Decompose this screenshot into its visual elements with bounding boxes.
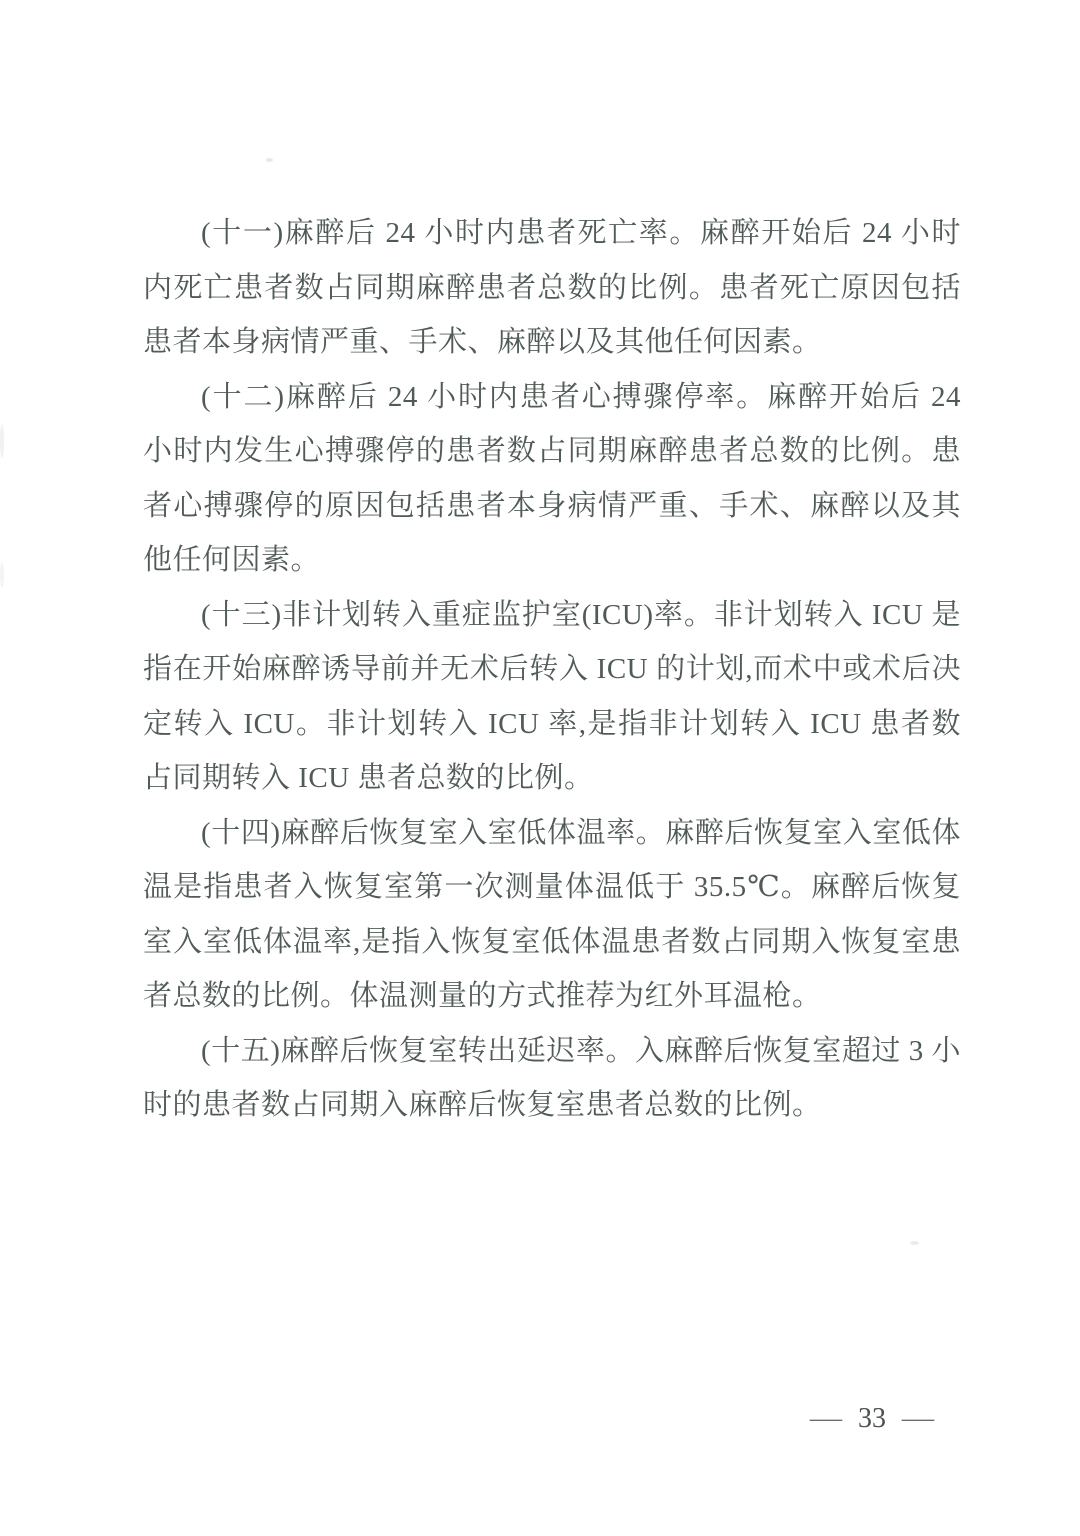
scan-artifact (910, 1241, 919, 1245)
paragraph-item-14: (十四)麻醉后恢复室入室低体温率。麻醉后恢复室入室低体温是指患者入恢复室第一次测量体温低于 35.5℃。麻醉后恢复室入室低体温率,是指入恢复室低体温患者数占同期入恢复室患者总数的比例。体温测量的方式推荐为红外耳温枪。 (143, 816, 961, 1012)
paragraph-item-12: (十二)麻醉后 24 小时内患者心搏骤停率。麻醉开始后 24 小时内发生心搏骤停的患者数占同期麻醉患者总数的比例。患者心搏骤停的原因包括患者本身病情严重、手术、麻醉以及其他任何因素。 (143, 380, 961, 576)
footer-left-dash: — (809, 1403, 843, 1434)
scan-artifact (0, 424, 4, 458)
page-footer (809, 1402, 935, 1436)
scan-artifact (0, 562, 4, 588)
page-number: 33 (858, 1403, 886, 1434)
paragraph-item-15: (十五)麻醉后恢复室转出延迟率。入麻醉后恢复室超过 3 小时的患者数占同期入麻醉后恢复室患者总数的比例。 (143, 1034, 961, 1121)
footer-right-dash: — (901, 1403, 935, 1434)
paragraph-item-13: (十三)非计划转入重症监护室(ICU)率。非计划转入 ICU 是指在开始麻醉诱导前并无术后转入 ICU 的计划,而术中或术后决定转入 ICU。非计划转入 ICU 率,是指非计划转入 ICU 患者数占同期转入 ICU 患者总数的比例。 (143, 598, 961, 794)
document-body (143, 206, 961, 1133)
paragraph-item-11: (十一)麻醉后 24 小时内患者死亡率。麻醉开始后 24 小时内死亡患者数占同期麻醉患者总数的比例。患者死亡原因包括患者本身病情严重、手术、麻醉以及其他任何因素。 (143, 217, 961, 358)
scan-artifact (266, 158, 273, 162)
